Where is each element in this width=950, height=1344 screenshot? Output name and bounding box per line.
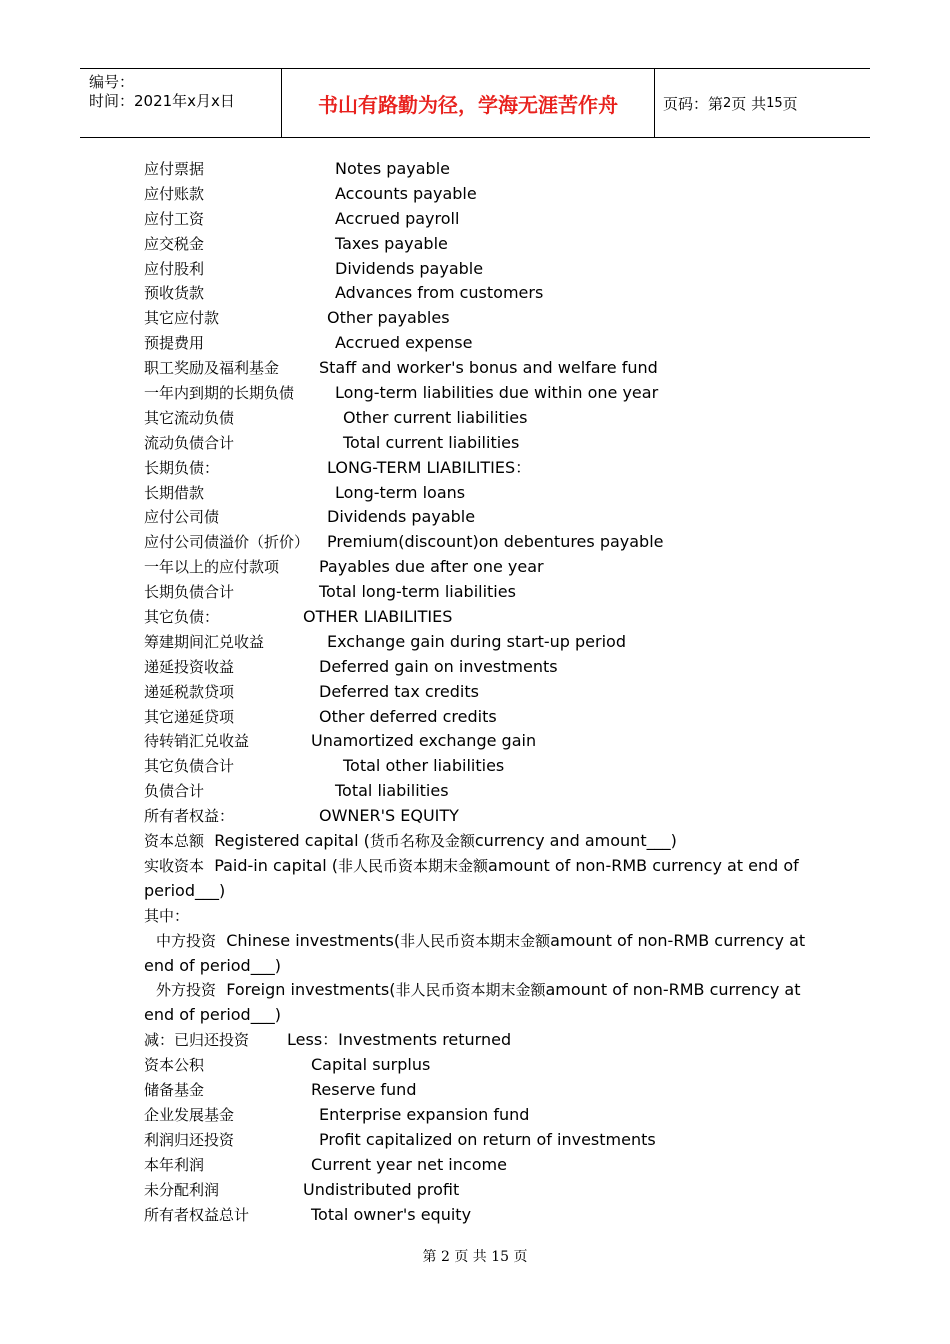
term-chinese: 一年内到期的长期负债 xyxy=(144,384,295,403)
term-english: Deferred gain on investments xyxy=(319,656,558,676)
footer-total: 15 xyxy=(491,1249,510,1265)
term-english: Notes payable xyxy=(335,159,450,178)
term-english: OTHER LIABILITIES xyxy=(303,607,453,627)
term-english: Taxes payable xyxy=(335,233,448,253)
glossary-row xyxy=(0,331,950,356)
term-english: Premium(discount)on debentures payable xyxy=(327,532,664,552)
term-chinese: 应付股利 xyxy=(144,259,205,278)
term-english: Profit capitalized on return of investments xyxy=(319,1129,656,1149)
term-chinese: 职工奖励及福利基金 xyxy=(144,359,280,378)
glossary-row xyxy=(0,406,950,431)
note-english: amount of non-RMB currency at end of period___) xyxy=(144,930,806,975)
term-english: Payables due after one year xyxy=(319,557,544,577)
term-english: Current year net income xyxy=(311,1154,507,1174)
term-english: Undistributed profit xyxy=(303,1179,460,1199)
term-chinese: 其它负债： xyxy=(144,608,220,627)
glossary-row xyxy=(0,655,950,680)
term-chinese: 其它流动负债 xyxy=(144,408,235,427)
page-total: 15 xyxy=(766,95,783,111)
term-english: Staff and worker's bonus and welfare fund xyxy=(319,358,658,378)
glossary-row xyxy=(0,182,950,207)
glossary-row xyxy=(0,580,950,605)
glossary-row xyxy=(0,1128,950,1153)
glossary-row xyxy=(0,257,950,282)
page-current: 2 xyxy=(723,95,732,111)
note-chinese: 非人民币资本期末金额 xyxy=(400,931,551,950)
term-chinese: 流动负债合计 xyxy=(144,433,235,452)
note-english: amount of non-RMB currency at end of period___) xyxy=(144,980,801,1025)
term-english: Registered capital ( xyxy=(214,831,370,851)
glossary-row xyxy=(0,680,950,705)
glossary-row xyxy=(0,605,950,630)
term-english: Other payables xyxy=(327,308,450,328)
glossary-row xyxy=(0,481,950,506)
term-chinese: 本年利润 xyxy=(144,1155,205,1174)
glossary-row xyxy=(0,232,950,257)
term-english: Capital surplus xyxy=(311,1055,431,1075)
term-chinese: 储备基金 xyxy=(144,1081,205,1100)
term-english: Other current liabilities xyxy=(343,407,528,427)
term-chinese: 待转销汇兑收益 xyxy=(144,732,250,751)
glossary-row xyxy=(0,1178,950,1203)
term-chinese: 外方投资 xyxy=(156,981,217,1000)
term-chinese: 应交税金 xyxy=(144,234,205,253)
header-divider xyxy=(654,69,655,137)
term-english: Deferred tax credits xyxy=(319,681,479,701)
glossary-row xyxy=(0,1078,950,1103)
term-english: Less：Investments returned xyxy=(287,1030,512,1050)
glossary-row xyxy=(0,1103,950,1128)
footer-current: 2 xyxy=(440,1249,450,1265)
term-english: Total current liabilities xyxy=(343,432,520,452)
term-chinese: 预提费用 xyxy=(144,334,205,353)
term-chinese: 递延税款贷项 xyxy=(144,682,235,701)
glossary-row xyxy=(0,705,950,730)
term-chinese: 减：已归还投资 xyxy=(144,1031,250,1050)
term-english: Total owner's equity xyxy=(311,1204,472,1224)
note-english: currency and amount___) xyxy=(474,831,677,851)
header-meta xyxy=(89,73,235,111)
glossary-row xyxy=(0,804,950,829)
glossary-row xyxy=(0,1053,950,1078)
capital-paragraph xyxy=(0,829,809,854)
footer-prefix: 第 xyxy=(422,1249,437,1265)
glossary-row xyxy=(0,381,950,406)
glossary-row xyxy=(0,1203,950,1228)
header-motto: 书山有路勤为径，学海无涯苦作舟 xyxy=(318,92,618,117)
glossary-row xyxy=(0,356,950,381)
document-number-label: 编号： xyxy=(89,73,135,91)
term-english: Advances from customers xyxy=(335,283,544,303)
term-chinese: 递延投资收益 xyxy=(144,657,235,676)
glossary-row xyxy=(0,555,950,580)
term-english: LONG-TERM LIABILITIES： xyxy=(327,457,532,477)
glossary-body xyxy=(0,157,950,1227)
page-footer xyxy=(0,1246,950,1266)
term-english: Long-term loans xyxy=(335,482,466,502)
glossary-row xyxy=(0,729,950,754)
glossary-row xyxy=(0,754,950,779)
term-chinese: 所有者权益： xyxy=(144,807,235,826)
footer-mid: 页 共 xyxy=(454,1249,487,1265)
capital-paragraphs xyxy=(0,829,950,904)
term-chinese: 应付账款 xyxy=(144,184,205,203)
term-chinese: 应付公司债 xyxy=(144,508,220,527)
capital-paragraph xyxy=(0,929,809,979)
term-chinese: 企业发展基金 xyxy=(144,1105,235,1124)
note-english: amount of non-RMB currency at end of period___) xyxy=(144,855,799,900)
capital-paragraph xyxy=(0,854,809,904)
glossary-row xyxy=(0,630,950,655)
term-english: Other deferred credits xyxy=(319,706,497,726)
document-date: 时间：2021年x月x日 xyxy=(89,92,235,110)
glossary-row xyxy=(0,431,950,456)
among-label-row xyxy=(0,904,950,929)
term-english: Total other liabilities xyxy=(343,756,505,776)
term-english: Paid-in capital ( xyxy=(214,855,339,875)
glossary-row xyxy=(0,530,950,555)
page-prefix: 页码：第 xyxy=(663,94,724,113)
term-english: Exchange gain during start-up period xyxy=(327,631,626,651)
term-english: Chinese investments( xyxy=(226,930,401,950)
term-chinese: 预收货款 xyxy=(144,284,205,303)
page-mid: 页 共 xyxy=(731,94,767,113)
term-chinese: 中方投资 xyxy=(156,931,217,950)
glossary-list-equity xyxy=(0,1028,950,1227)
page-suffix: 页 xyxy=(782,94,798,113)
term-chinese: 所有者权益总计 xyxy=(144,1205,250,1224)
glossary-list xyxy=(0,157,950,829)
term-chinese: 应付公司债溢价（折价） xyxy=(144,533,310,552)
term-english: Reserve fund xyxy=(311,1080,417,1100)
header-page-indicator xyxy=(663,69,798,137)
glossary-row xyxy=(0,505,950,530)
term-chinese: 实收资本 xyxy=(144,856,205,875)
term-english: Accrued payroll xyxy=(335,208,460,228)
note-chinese: 非人民币资本期末金额 xyxy=(338,856,489,875)
term-english: Dividends payable xyxy=(327,507,476,527)
glossary-row xyxy=(0,281,950,306)
term-english: Foreign investments( xyxy=(226,980,396,1000)
term-chinese: 利润归还投资 xyxy=(144,1130,235,1149)
glossary-row xyxy=(0,456,950,481)
term-english: Long-term liabilities due within one year xyxy=(335,383,659,403)
term-chinese: 长期借款 xyxy=(144,483,205,502)
term-chinese: 筹建期间汇兑收益 xyxy=(144,632,265,651)
term-chinese: 资本公积 xyxy=(144,1056,205,1075)
glossary-row xyxy=(0,306,950,331)
term-chinese: 长期负债合计 xyxy=(144,583,235,602)
term-chinese: 其它负债合计 xyxy=(144,757,235,776)
term-english: Dividends payable xyxy=(335,258,484,278)
term-english: Total liabilities xyxy=(335,781,449,801)
investment-paragraphs xyxy=(0,929,950,1029)
glossary-row xyxy=(0,1028,950,1053)
glossary-row xyxy=(0,157,950,182)
term-english: Unamortized exchange gain xyxy=(311,731,537,751)
term-chinese: 其它递延贷项 xyxy=(144,707,235,726)
glossary-row xyxy=(0,1153,950,1178)
note-chinese: 非人民币资本期末金额 xyxy=(395,981,546,1000)
glossary-row xyxy=(0,207,950,232)
page-header xyxy=(80,68,870,138)
footer-suffix: 页 xyxy=(513,1249,528,1265)
term-chinese: 长期负债： xyxy=(144,458,220,477)
term-chinese: 其它应付款 xyxy=(144,309,220,328)
term-chinese: 应付工资 xyxy=(144,209,205,228)
term-chinese: 未分配利润 xyxy=(144,1180,220,1199)
term-chinese: 资本总额 xyxy=(144,832,205,851)
term-chinese: 负债合计 xyxy=(144,782,205,801)
term-english: Enterprise expansion fund xyxy=(319,1104,530,1124)
among-label: 其中： xyxy=(144,906,190,925)
term-chinese: 一年以上的应付款项 xyxy=(144,558,280,577)
term-english: OWNER'S EQUITY xyxy=(319,806,459,826)
term-english: Accrued expense xyxy=(335,333,473,353)
term-english: Total long-term liabilities xyxy=(319,582,516,602)
term-english: Accounts payable xyxy=(335,183,477,203)
capital-paragraph xyxy=(0,978,809,1028)
glossary-row xyxy=(0,779,950,804)
term-chinese: 应付票据 xyxy=(144,160,205,178)
note-chinese: 货币名称及金额 xyxy=(369,832,475,851)
